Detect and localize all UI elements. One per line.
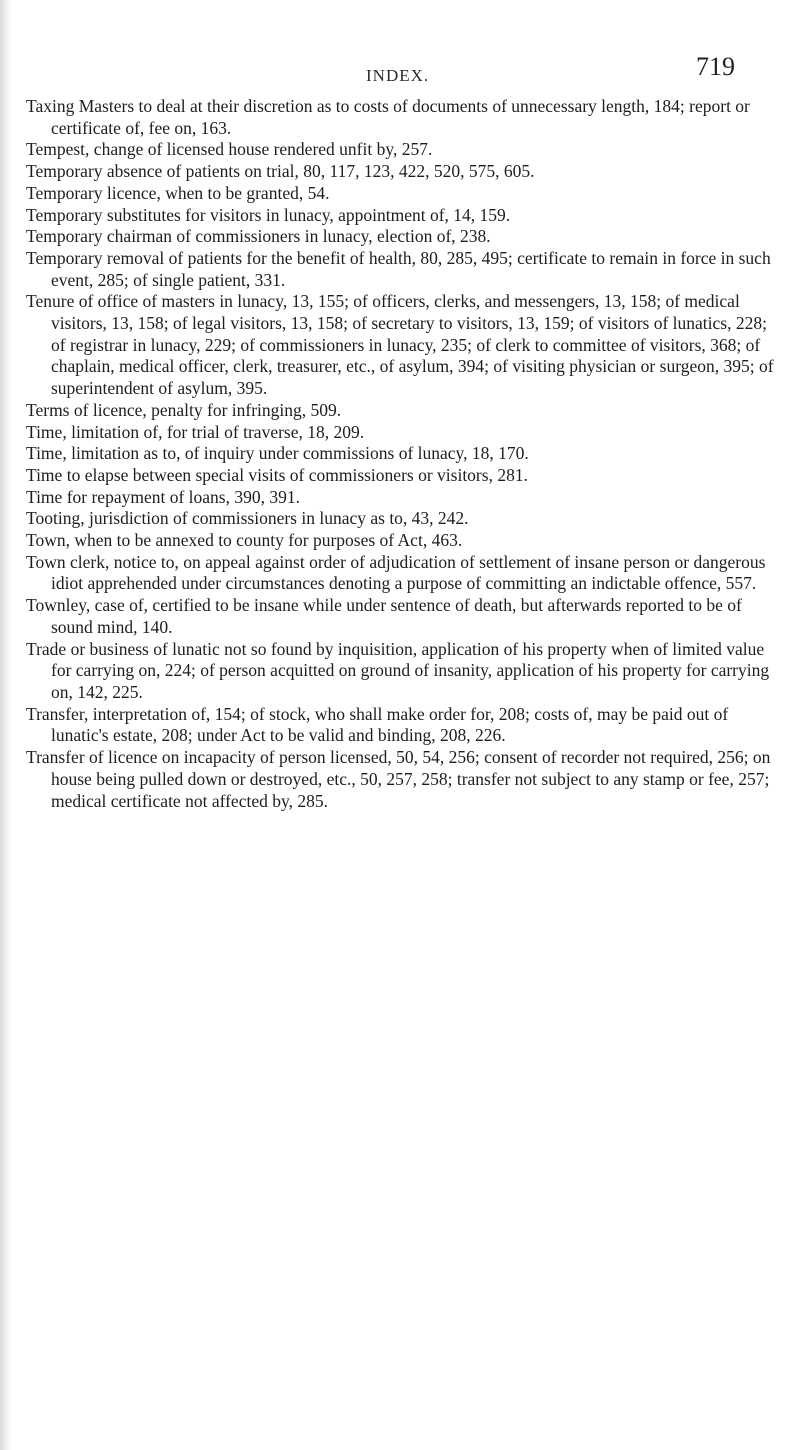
- index-entry: [26, 161, 778, 183]
- index-entry: [26, 139, 778, 161]
- entry-text: to deal at their discretion as to costs of documents of unnecessary length, 184; report or certificate of, fee on, 163.: [51, 96, 750, 138]
- entry-text: of licence on incapacity of person licensed, 50, 54, 256; consent of recorder not required, 256; on house being pulled down or destroyed, etc., 50, 257, 258; transfer not subject to any stamp or fee, 257; medical certificate not affected by, 285.: [51, 747, 771, 811]
- running-title: INDEX.: [366, 66, 430, 85]
- entry-heading: Townley,: [26, 595, 91, 616]
- entry-heading: Time: [26, 464, 63, 485]
- entry-text: jurisdiction of commissioners in lunacy as to, 43, 242.: [88, 508, 469, 529]
- entry-text: absence of patients on trial, 80, 117, 123, 422, 520, 575, 605.: [106, 161, 535, 182]
- entry-heading: Temporary: [26, 161, 103, 182]
- entry-text: when to be annexed to county for purposes of Act, 463.: [74, 530, 463, 551]
- entry-heading: Temporary: [26, 247, 103, 268]
- page-number: 719: [696, 52, 735, 81]
- index-entry: [26, 205, 778, 227]
- entry-heading: Time: [26, 486, 63, 507]
- entry-heading: Tooting,: [26, 508, 85, 529]
- index-entry: [26, 291, 778, 400]
- entry-heading: Taxing Masters: [26, 96, 135, 116]
- entry-heading: Transfer,: [26, 703, 89, 724]
- entry-text: licence, when to be granted, 54.: [106, 182, 330, 203]
- index-entry: [26, 248, 778, 291]
- entry-heading: Trade: [26, 638, 67, 659]
- entry-heading: Tenure: [26, 291, 75, 312]
- entry-heading: Transfer: [26, 747, 85, 768]
- entry-heading: Tempest,: [26, 139, 90, 160]
- index-entry: [26, 183, 778, 205]
- entry-text: removal of patients for the benefit of health, 80, 285, 495; certificate to remain in force in such event, 285; of single patient, 331.: [51, 247, 771, 290]
- index-entries: [26, 96, 778, 1096]
- entry-heading: Town clerk,: [26, 551, 110, 572]
- index-entry: [26, 747, 778, 812]
- index-entry: [26, 422, 778, 444]
- entry-text: for repayment of loans, 390, 391.: [66, 486, 300, 507]
- entry-text: to elapse between special visits of commissioners or visitors, 281.: [66, 464, 528, 485]
- index-entry: [26, 443, 778, 465]
- entry-text: substitutes for visitors in lunacy, appointment of, 14, 159.: [106, 204, 511, 225]
- entry-heading: Time,: [26, 421, 67, 442]
- index-entry: [26, 704, 778, 747]
- entry-text: notice to, on appeal against order of adjudication of settlement of insane person or dangerous idiot apprehended under circumstances denoting a purpose of committing an indictable offence, 557.: [51, 551, 766, 594]
- entry-text: change of licensed house rendered unfit by, 257.: [93, 139, 433, 160]
- index-entry: [26, 552, 778, 595]
- entry-heading: Temporary: [26, 226, 103, 247]
- index-entry: [26, 400, 778, 422]
- index-entry: [26, 595, 778, 638]
- entry-heading: Temporary: [26, 182, 103, 203]
- index-entry: [26, 530, 778, 552]
- running-head: [0, 52, 800, 92]
- entry-heading: Temporary: [26, 204, 103, 225]
- entry-text: limitation as to, of inquiry under commissions of lunacy, 18, 170.: [71, 443, 529, 464]
- page-edge-shadow: [0, 0, 12, 1450]
- entry-heading: Terms: [26, 399, 70, 420]
- entry-heading: Town,: [26, 530, 70, 551]
- entry-text: limitation of, for trial of traverse, 18, 209.: [71, 421, 365, 442]
- entry-text: or business of lunatic not so found by inquisition, application of his property when of limited value for carrying on, 224; of person acquitted on ground of insanity, application of his property for carrying on, 142, 225.: [51, 638, 770, 702]
- entry-heading: Time,: [26, 443, 67, 464]
- index-entry: [26, 465, 778, 487]
- entry-text: interpretation of, 154; of stock, who shall make order for, 208; costs of, may be paid out of lunatic's estate, 208; under Act to be valid and binding, 208, 226.: [51, 703, 729, 746]
- index-entry: [26, 487, 778, 509]
- index-entry: [26, 96, 778, 139]
- entry-text: chairman of commissioners in lunacy, election of, 238.: [106, 226, 491, 247]
- entry-text: of office of masters in lunacy, 13, 155; of officers, clerks, and messengers, 13, 158; of medical visitors, 13, 158; of legal visitors, 13, 158; of secretary to visitors, 13, 159; of visitors of lunatics, 228; of registrar in lunacy, 229; of commissioners in lunacy, 235; of clerk to committee of visitors, 368; of chaplain, medical officer, clerk, treasurer, etc., of asylum, 394; of visiting physician or surgeon, 395; of superintendent of asylum, 395.: [51, 291, 774, 399]
- index-entry: [26, 226, 778, 248]
- index-entry: [26, 639, 778, 704]
- entry-text: case of, certified to be insane while under sentence of death, but afterwards reported to be of sound mind, 140.: [51, 595, 742, 637]
- entry-text: of licence, penalty for infringing, 509.: [73, 399, 342, 420]
- index-entry: [26, 508, 778, 530]
